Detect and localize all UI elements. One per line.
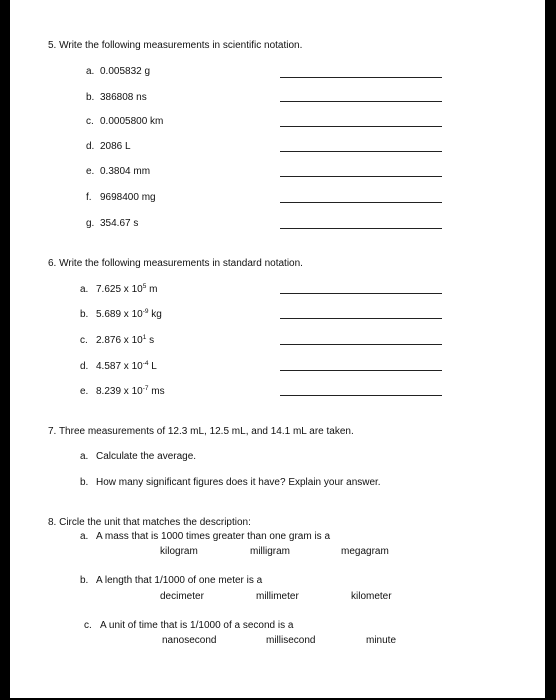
q5-item-a-text: 0.005832 g [100,66,151,77]
q8-title: 8. Circle the unit that matches the description: [48,517,251,528]
q8-c-option-minute[interactable]: minute [366,635,397,646]
q5-item-c-answer-line[interactable] [280,126,442,127]
q6-item-e-letter: e. [80,386,89,397]
q5-item-f-answer-line[interactable] [280,202,442,203]
q8-item-a-letter: a. [80,531,89,542]
q5-item-e-letter: e. [86,166,95,177]
q7-item-a-text: Calculate the average. [96,451,197,462]
q6-item-e-answer-line[interactable] [280,395,442,396]
q5-item-b-text: 386808 ns [100,92,147,103]
q8-b-option-kilometer[interactable]: kilometer [351,591,392,602]
q6-item-e-text: 8.239 x $10^{-7}$ ms [96,385,165,397]
q8-b-option-millimeter[interactable]: millimeter [256,591,299,602]
worksheet-page [10,0,545,698]
q5-item-f-letter: f. [86,192,92,203]
q8-item-a-text: A mass that is 1000 times greater than one gram is a [96,531,331,542]
q7-item-b-letter: b. [80,477,89,488]
q8-item-b-text: A length that 1/1000 of one meter is a [96,575,263,586]
q5-item-g-text: 354.67 s [100,218,139,229]
q8-item-c-text: A unit of time that is 1/1000 of a second is a [100,620,294,631]
q5-item-e-answer-line[interactable] [280,176,442,177]
q6-item-d-text: 4.587 x $10^{-4}$ L [96,360,157,372]
q5-item-c-letter: c. [86,116,94,127]
q7-item-b-text: How many significant figures does it have? Explain your answer. [96,477,381,488]
q8-c-option-nanosecond[interactable]: nanosecond [162,635,217,646]
q5-item-c-text: 0.0005800 km [100,116,164,127]
q6-item-c-answer-line[interactable] [280,344,442,345]
q5-item-a-answer-line[interactable] [280,77,442,78]
q8-b-option-decimeter[interactable]: decimeter [160,591,204,602]
q6-item-a-text: 7.625 x $10^5$ m [96,283,158,295]
q5-item-d-letter: d. [86,141,95,152]
q6-item-c-letter: c. [80,335,88,346]
q6-item-d-letter: d. [80,361,89,372]
q5-item-e-text: 0.3804 mm [100,166,151,177]
q8-item-c-letter: c. [84,620,92,631]
q6-item-d-answer-line[interactable] [280,370,442,371]
q6-item-b-letter: b. [80,309,89,320]
q5-item-g-answer-line[interactable] [280,228,442,229]
q5-item-b-letter: b. [86,92,95,103]
q6-item-a-answer-line[interactable] [280,293,442,294]
q5-item-g-letter: g. [86,218,95,229]
q5-title: 5. Write the following measurements in scientific notation. [48,40,303,51]
q6-item-b-answer-line[interactable] [280,318,442,319]
q6-item-b-text: 5.689 x $10^{-9}$ kg [96,308,162,320]
q6-title: 6. Write the following measurements in standard notation. [48,258,303,269]
q7-item-a-letter: a. [80,451,89,462]
q8-a-option-milligram[interactable]: milligram [250,546,290,557]
q8-item-b-letter: b. [80,575,89,586]
q7-title: 7. Three measurements of 12.3 mL, 12.5 mL, and 14.1 mL are taken. [48,426,354,437]
q8-c-option-millisecond[interactable]: millisecond [266,635,316,646]
q6-item-c-text: 2.876 x $10^1$ s [96,334,155,346]
q6-item-a-letter: a. [80,284,89,295]
q5-item-d-text: 2086 L [100,141,131,152]
q5-item-f-text: 9698400 mg [100,192,156,203]
q5-item-a-letter: a. [86,66,95,77]
q8-a-option-kilogram[interactable]: kilogram [160,546,198,557]
q8-a-option-megagram[interactable]: megagram [341,546,389,557]
q5-item-d-answer-line[interactable] [280,151,442,152]
q5-item-b-answer-line[interactable] [280,101,442,102]
